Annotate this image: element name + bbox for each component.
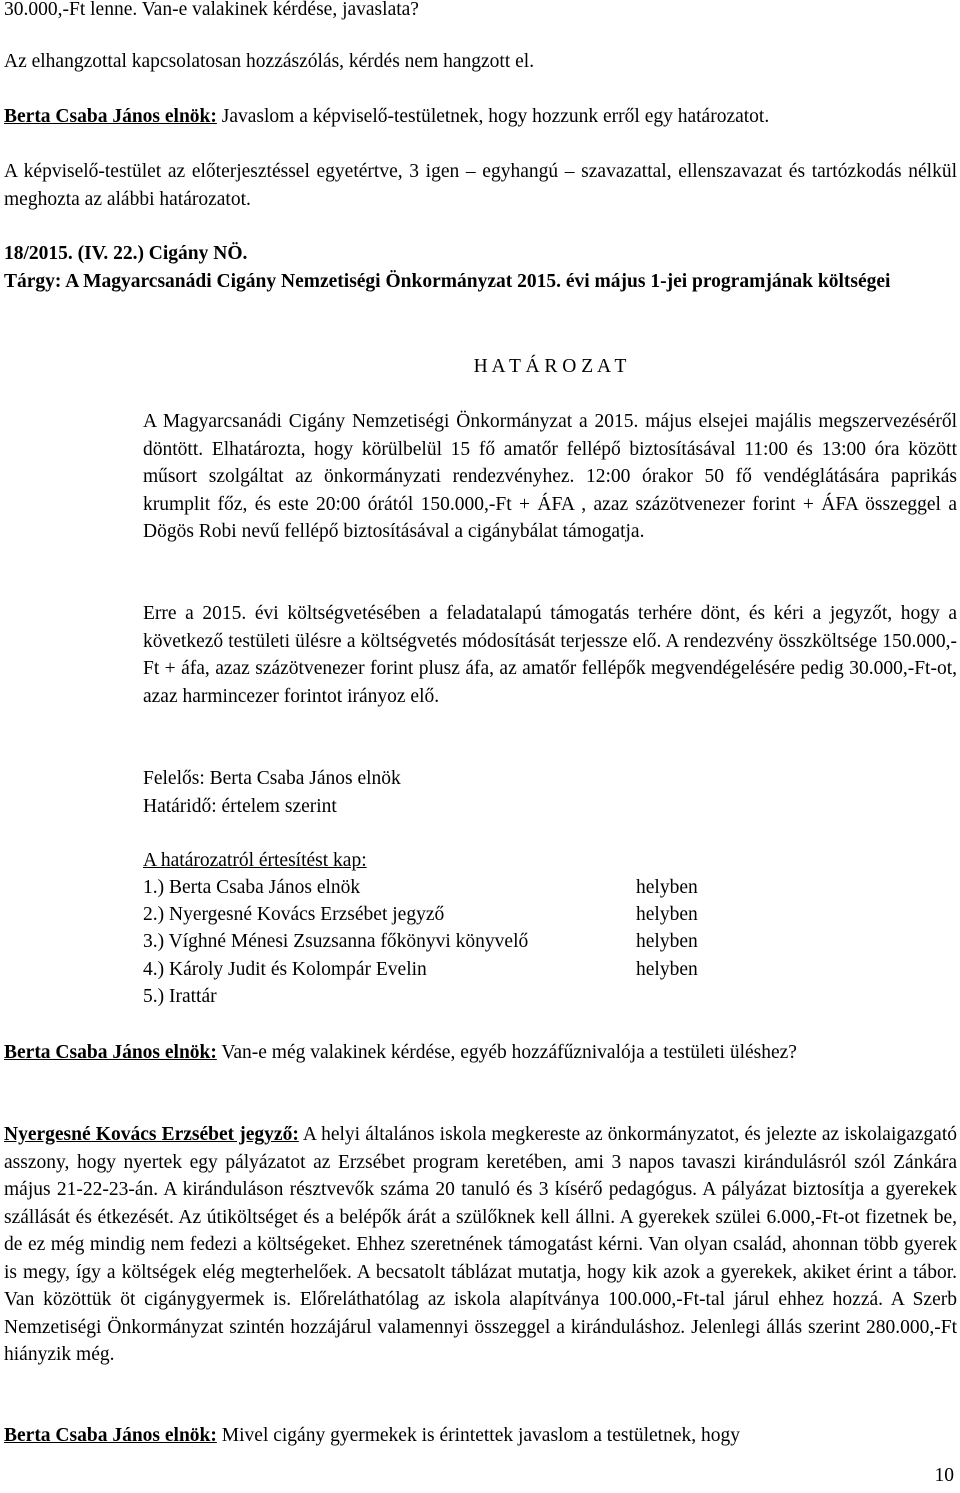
paragraph-notary-report xyxy=(4,1121,957,1369)
notify-heading: A határozatról értesítést kap: xyxy=(143,850,367,871)
paragraph-chair-proposal xyxy=(4,103,957,131)
paragraph-intro: 30.000,-Ft lenne. Van-e valakinek kérdése, javaslata? xyxy=(4,0,419,20)
recipient-place: helyben xyxy=(636,931,698,952)
recipient-place: helyben xyxy=(636,904,698,925)
speaker-name: Berta Csaba János elnök: xyxy=(4,1425,217,1446)
page-number: 10 xyxy=(934,1465,954,1486)
recipient-name: 1.) Berta Csaba János elnök xyxy=(143,877,361,898)
speaker-text: Mivel cigány gyermekek is érintettek javaslom a testületnek, hogy xyxy=(216,1425,741,1446)
speaker-name: Berta Csaba János elnök: xyxy=(4,106,217,127)
paragraph-vote-result: A képviselő-testület az előterjesztéssel egyetértve, 3 igen – egyhangú – szavazattal, ellenszavazat és tartózkodás nélkül meghozta az alábbi határozatot. xyxy=(4,161,957,210)
resolution-heading: H A T Á R O Z A T xyxy=(473,356,627,377)
speaker-name: Berta Csaba János elnök: xyxy=(4,1042,217,1063)
resolution-subject: Tárgy: A Magyarcsanádi Cigány Nemzetiségi Önkormányzat 2015. évi május 1-jei programjának költségei xyxy=(4,271,891,292)
paragraph-chair-question xyxy=(4,1039,957,1067)
speaker-text: Javaslom a képviselő-testületnek, hogy hozzunk erről egy határozatot. xyxy=(216,106,770,127)
speaker-name: Nyergesné Kovács Erzsébet jegyző: xyxy=(4,1124,299,1145)
recipient-name: 4.) Károly Judit és Kolompár Evelin xyxy=(143,959,427,980)
recipient-place: helyben xyxy=(636,877,698,898)
recipient-name: 3.) Víghné Ménesi Zsuzsanna főkönyvi könyvelő xyxy=(143,931,529,952)
resolution-body-1: A Magyarcsanádi Cigány Nemzetiségi Önkormányzat a 2015. május elsejei majális megszervezéséről döntött. Elhatározta, hogy körülbelül 15 fő amatőr fellépő biztosításával 11:00 és 13:00 óra között műsort szolgáltat az önkormányzati rendezvényhez. 12:00 órakor 50 fő vendéglátására paprikás krumplit főz, és este 20:00 órától 150.000,-Ft + ÁFA , azaz százötvenezer forint + ÁFA összeggel a Dögös Robi nevű fellépő biztosításával a cigánybálat támogatja. xyxy=(143,411,957,542)
deadline-line: Határidő: értelem szerint xyxy=(143,796,337,817)
resolution-body-2: Erre a 2015. évi költségvetésében a feladatalapú támogatás terhére dönt, és kéri a jegyzőt, hogy a következő testületi ülésre a költségvetés módosítását terjessze elő. A rendezvény összköltsége 150.000,-Ft + áfa, azaz százötvenezer forint plusz áfa, az amatőr fellépők megvendégelésére pedig 30.000,-Ft-ot, azaz harmincezer forintot irányoz elő. xyxy=(143,603,957,707)
recipient-name: 5.) Irattár xyxy=(143,986,217,1007)
recipient-name: 2.) Nyergesné Kovács Erzsébet jegyző xyxy=(143,904,445,925)
recipient-place: helyben xyxy=(636,959,698,980)
resolution-number: 18/2015. (IV. 22.) Cigány NÖ. xyxy=(4,243,248,264)
speaker-text: A helyi általános iskola megkereste az önkormányzatot, és jelezte az iskolaigazgató asszony, hogy nyertek egy pályázatot az Erzsébet program keretében, ami 3 napos tavaszi kirándulásról szól Zánkára május 21-22-23-án. A kiránduláson résztvevők száma 20 tanuló és 3 kísérő pedagógus. A pályázat biztosítja a gyerekek szállását és étkezését. Az útiköltséget és a belépők árát a szülőknek kell állni. A gyerekek szülei 6.000,-Ft-ot fizetnek be, de ez még mindig nem fedezi a költségeket. Ehhez szeretnének támogatást kérni. Van olyan család, ahonnan több gyerek is megy, így a költségek elég megterhelőek. A becsatolt táblázat mutatja, hogy kik azok a gyerekek, akiket érint a tábor. Van közöttük öt cigánygyermek is. Előreláthatólag az iskola alapítványa 100.000,-Ft-tal járul ehhez hozzá. A Szerb Nemzetiségi Önkormányzat szintén hozzájárul valamennyi összeggel a kiránduláshoz. Jelenlegi állás szerint 280.000,-Ft hiányzik még. xyxy=(4,1124,957,1365)
speaker-text: Van-e még valakinek kérdése, egyéb hozzáfűznivalója a testületi üléshez? xyxy=(216,1042,797,1063)
paragraph-no-comments: Az elhangzottal kapcsolatosan hozzászólás, kérdés nem hangzott el. xyxy=(4,51,535,72)
paragraph-chair-proposal-2 xyxy=(4,1422,957,1450)
responsible-line: Felelős: Berta Csaba János elnök xyxy=(143,768,401,789)
